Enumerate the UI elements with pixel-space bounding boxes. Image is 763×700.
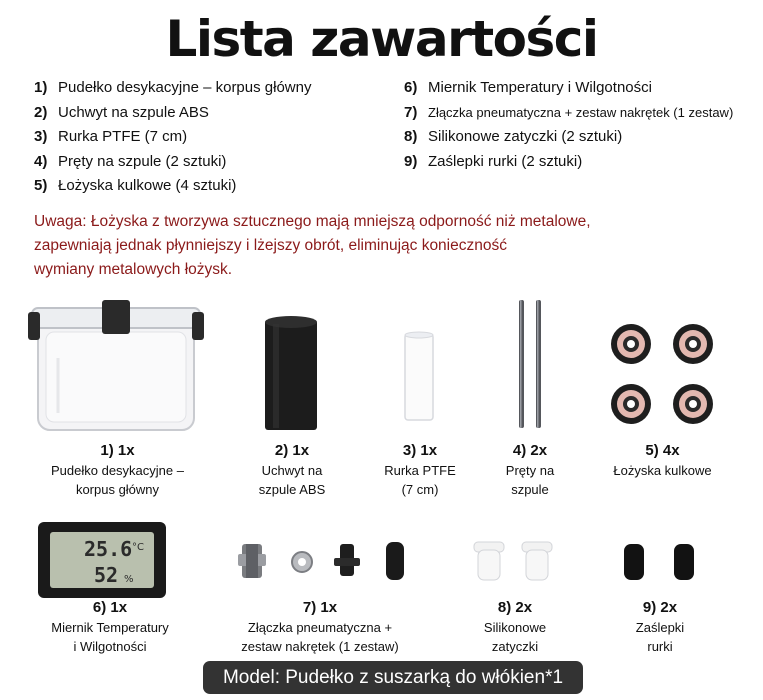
- silicone-plugs-image: [470, 540, 560, 584]
- svg-text:%: %: [124, 574, 134, 585]
- list-item: 7) Złączka pneumatyczna + zestaw nakrętek (1 zestaw): [404, 103, 734, 121]
- item-caption-5: 5) 4x Łożyska kulkowe: [613, 442, 712, 478]
- list-item: 8) Silikonowe zatyczki (2 sztuki): [404, 128, 623, 145]
- list-item: 1) Pudełko desykacyjne – korpus główny: [34, 79, 312, 96]
- pneumatic-fitting-image: [236, 540, 408, 584]
- ball-bearings-image: [609, 322, 715, 428]
- item-caption-7: 7) 1x Złączka pneumatyczna + zestaw nakrętek (1 zestaw): [241, 599, 399, 654]
- model-footer-badge: Model: Pudełko z suszarką do włókien*1: [203, 661, 583, 694]
- warning-note: Uwaga: Łożyska z tworzywa sztucznego mają mniejszą odporność niż metalowe, zapewniają jednak płynniejszy i lżejszy obrót, eliminując konieczność wymiany metalowych łożysk.: [34, 213, 591, 278]
- spool-rods-image: [512, 300, 548, 430]
- tube-caps-image: [620, 540, 700, 584]
- item-caption-4: 4) 2x Pręty na szpule: [505, 442, 555, 497]
- list-item: 4) Pręty na szpule (2 sztuki): [34, 152, 227, 170]
- list-item: 6) Miernik Temperatury i Wilgotności: [404, 79, 652, 96]
- item-caption-6: 6) 1x Miernik Temperatury i Wilgotności: [51, 599, 169, 654]
- desiccant-box-image: [28, 298, 204, 434]
- thermometer-image: [36, 520, 168, 600]
- svg-text:°C: °C: [132, 542, 144, 553]
- page-title: Lista zawartości: [165, 10, 598, 68]
- contents-list-left: [34, 76, 311, 199]
- list-item: 2) Uchwyt na szpule ABS: [34, 103, 209, 121]
- item-caption-1: 1) 1x Pudełko desykacyjne – korpus główny: [51, 442, 184, 497]
- list-item: 5) Łożyska kulkowe (4 sztuki): [34, 177, 237, 194]
- list-item: 9) Zaślepki rurki (2 sztuki): [404, 152, 583, 170]
- svg-text:52: 52: [94, 563, 119, 587]
- item-caption-3: 3) 1x Rurka PTFE (7 cm): [384, 442, 456, 497]
- item-caption-8: 8) 2x Silikonowe zatyczki: [483, 599, 547, 654]
- item-caption-9: 9) 2x Zaślepki rurki: [635, 599, 685, 654]
- item-caption-2: 2) 1x Uchwyt na szpule ABS: [258, 442, 326, 497]
- contents-list-right: [404, 76, 733, 174]
- list-item: 3) Rurka PTFE (7 cm): [34, 128, 188, 145]
- svg-text:25.6: 25.6: [84, 537, 133, 561]
- spool-holder-image: [263, 314, 321, 432]
- ptfe-tube-image: [401, 330, 437, 422]
